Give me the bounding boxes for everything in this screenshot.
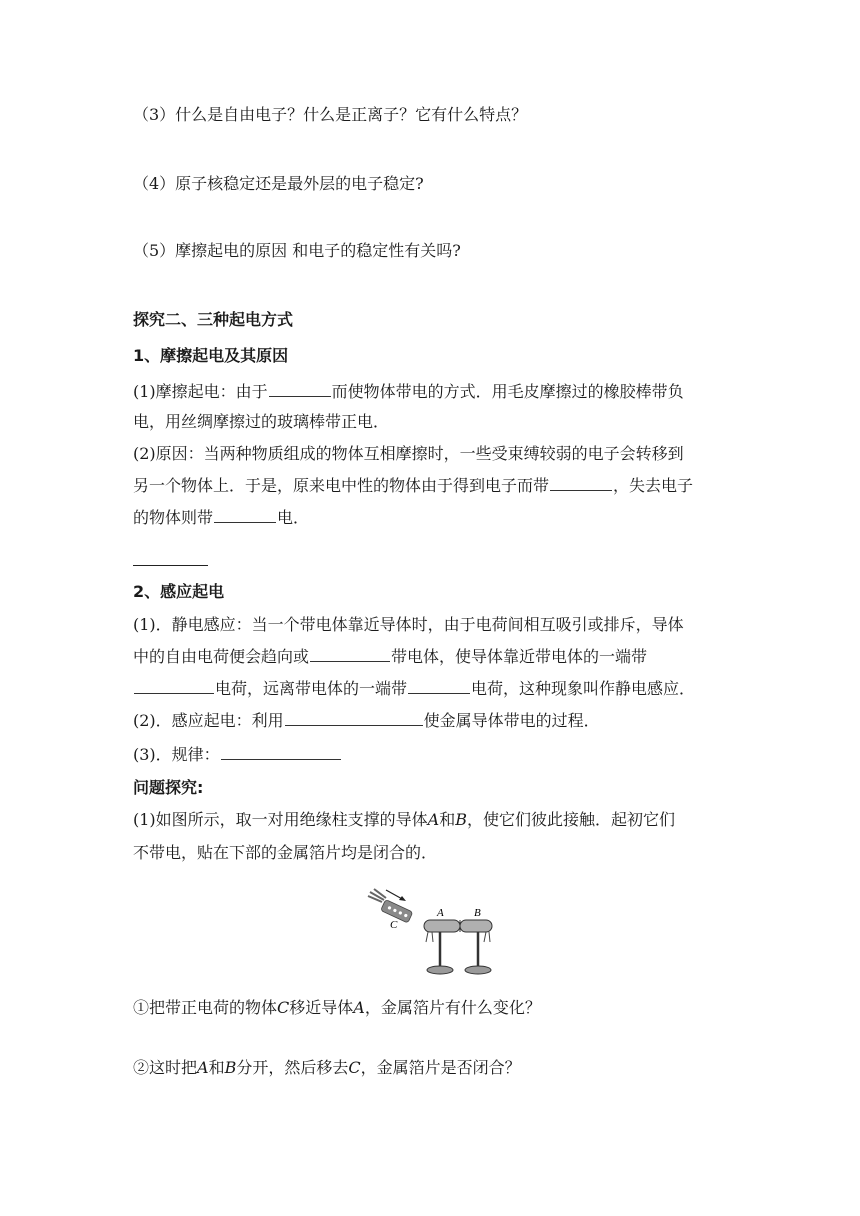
friction-heading: 1、摩擦起电及其原因 <box>133 346 289 365</box>
foil-B <box>484 932 490 942</box>
question-4: （4）原子核稳定还是最外层的电子稳定? <box>133 174 424 193</box>
text: 分开，然后移去 <box>236 1058 349 1077</box>
label-B: B <box>474 907 481 919</box>
text: ，金属箔片是否闭合？ <box>360 1058 521 1077</box>
text: 和 <box>439 810 456 829</box>
var-A: A <box>353 998 365 1017</box>
text: 而使物体带电的方式．用毛皮摩擦过的橡胶棒带负 <box>331 382 684 401</box>
text: ，使它们彼此接触．起初它们 <box>467 810 676 829</box>
var-C: C <box>277 998 290 1017</box>
text: 移近导体 <box>289 998 354 1017</box>
question-3: （3）什么是自由电子？什么是正离子？它有什么特点？ <box>133 105 528 124</box>
friction-p1-line2: 电，用丝绸摩擦过的玻璃棒带正电． <box>133 412 390 431</box>
fill-blank <box>269 382 331 397</box>
separator-rule <box>133 565 208 566</box>
section-heading: 探究二、三种起电方式 <box>133 310 294 329</box>
induction-heading: 2、感应起电 <box>133 582 225 601</box>
foil-A <box>426 932 433 942</box>
text: ②这时把 <box>133 1058 198 1077</box>
problem-heading: 问题探究: <box>133 778 204 797</box>
var-A: A <box>197 1058 209 1077</box>
figure-conductors <box>364 884 496 978</box>
friction-p2-line3 <box>133 508 309 528</box>
text: 使金属导体带电的过程． <box>423 711 600 730</box>
text: 另一个物体上．于是，原来电中性的物体由于得到电子而带 <box>133 476 550 495</box>
text: ，金属箔片有什么变化？ <box>364 998 541 1017</box>
arrow-head-icon <box>399 896 406 901</box>
text: ①把带正电荷的物体 <box>133 998 278 1017</box>
var-B: B <box>455 810 468 829</box>
fill-blank <box>214 508 276 523</box>
conductor-B <box>460 920 492 932</box>
text: 和 <box>208 1058 225 1077</box>
problem-p1-line2: 不带电，贴在下部的金属箔片均是闭合的． <box>133 843 438 862</box>
fill-blank <box>310 647 390 662</box>
var-B: B <box>224 1058 237 1077</box>
text: (2)．感应起电：利用 <box>133 711 284 730</box>
text: 电荷，远离带电体的一端带 <box>215 679 408 698</box>
var-A: A <box>427 810 440 829</box>
question-5: （5）摩擦起电的原因 和电子的稳定性有关吗? <box>133 241 461 260</box>
text: 电荷，这种现象叫作静电感应． <box>471 679 696 698</box>
problem-p1-line1 <box>133 810 675 830</box>
induction-p2 <box>133 711 600 731</box>
fill-blank <box>408 679 470 694</box>
text: (1)摩擦起电：由于 <box>133 382 268 401</box>
hand-icon <box>368 889 386 902</box>
fill-blank <box>285 711 423 726</box>
friction-p1-line1 <box>133 382 684 402</box>
label-C: C <box>390 919 398 931</box>
text: ，失去电子 <box>613 476 694 495</box>
label-A: A <box>437 907 444 919</box>
text: 中的自由电荷便会趋向或 <box>133 647 310 666</box>
induction-p1-line1: (1)．静电感应：当一个带电体靠近导体时，由于电荷间相互吸引或排斥，导体 <box>133 615 684 634</box>
conductor-A <box>424 920 460 932</box>
text: 的物体则带 <box>133 508 214 527</box>
text: 电． <box>277 508 310 527</box>
text: 带电体，使导体靠近带电体的一端带 <box>391 647 648 666</box>
text: (1)如图所示，取一对用绝缘柱支撑的导体 <box>133 810 428 829</box>
base-B <box>465 966 491 974</box>
friction-p2-line2 <box>133 476 693 496</box>
problem-q1 <box>133 998 541 1018</box>
friction-p2-line1: (2)原因：当两种物质组成的物体互相摩擦时，一些受束缚较弱的电子会转移到 <box>133 444 684 463</box>
var-C: C <box>348 1058 361 1077</box>
fill-blank <box>134 679 214 694</box>
fill-blank <box>550 476 612 491</box>
problem-q2 <box>133 1058 521 1078</box>
induction-p1-line2 <box>133 647 647 667</box>
induction-p1-line3 <box>133 679 695 699</box>
base-A <box>427 966 453 974</box>
text: (3)．规律： <box>133 745 220 764</box>
fill-blank <box>221 745 341 760</box>
induction-p3 <box>133 745 342 765</box>
